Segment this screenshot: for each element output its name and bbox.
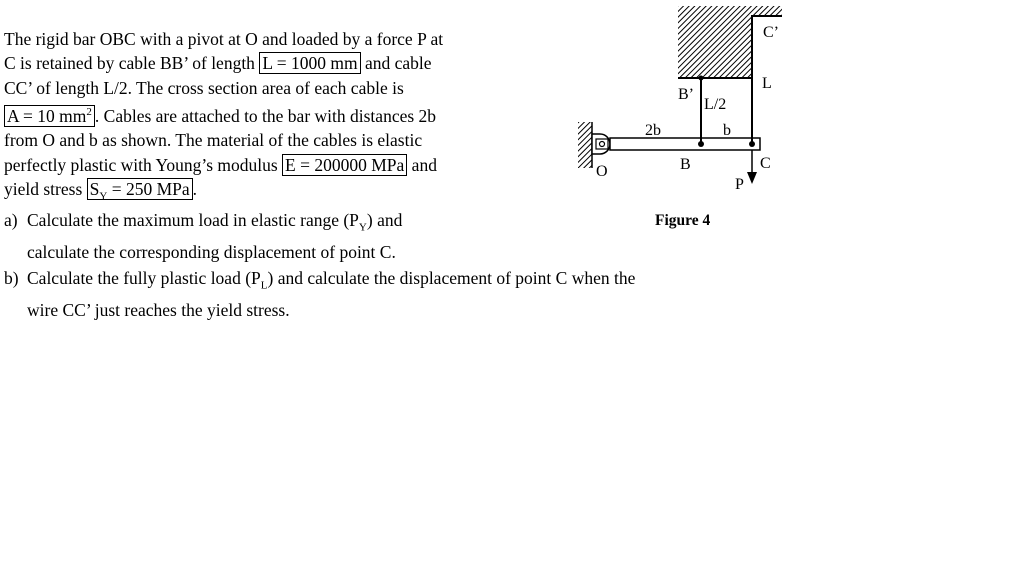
problem-line: The rigid bar OBC with a pivot at O and loaded by a force P at (4, 29, 444, 49)
joint-b (698, 141, 704, 147)
pivot-icon (592, 134, 610, 154)
problem-line: perfectly plastic with Young’s modulus E = 200000 MPa and (4, 154, 437, 175)
length-value-box: L = 1000 mm (259, 52, 360, 74)
label-o: O (596, 163, 608, 180)
label-c-point: C (760, 155, 771, 172)
problem-statement (4, 27, 536, 209)
problem-line: yield stress $S_Y = 250$ MPa . (4, 179, 198, 203)
question-a-label: a) (4, 210, 18, 230)
figure-caption: Figure 4 (655, 212, 711, 229)
figure-diagram (570, 0, 790, 200)
area-value-box: A = 10 $mm^2$ (4, 105, 95, 127)
label-b-prime: B’ (678, 86, 694, 103)
problem-line: C is retained by cable BB’ of length L = 1000 mm and cable (4, 53, 432, 74)
problem-line: CC’ of length L/2. The cross section area of each cable is (4, 77, 404, 98)
joint-b-prime (699, 76, 704, 81)
label-l: L (762, 75, 772, 92)
question-a: a) Calculate the maximum load in elastic range $(P_Y)$ and calculate the corresponding displacement of point C. (4, 210, 403, 262)
force-arrow (747, 150, 757, 184)
label-2b: 2b (645, 122, 661, 139)
problem-line: from O and b as shown. The material of the cables is elastic (4, 130, 423, 151)
question-b-label: b) (4, 268, 19, 288)
label-b-dist: b (723, 122, 731, 139)
label-c-prime: C’ (763, 24, 779, 41)
question-b: b) Calculate the fully plastic load $(P_L)$ and calculate the displacement of point C when the wire CC’ just reaches the yield stress. (4, 268, 636, 320)
modulus-value-box: E = 200000 MPa (282, 154, 407, 176)
pivot-wall (578, 122, 592, 168)
rigid-bar (610, 138, 760, 150)
label-p: P (735, 176, 744, 193)
problem-line: A = 10 $mm^2$ . Cables are attached to the bar with distances 2b (4, 100, 536, 128)
yield-stress-box: $S_Y = 250$ MPa (87, 178, 193, 200)
fixed-support-ceiling (678, 6, 782, 78)
label-l-half: L/2 (704, 96, 727, 113)
joint-c (749, 141, 755, 147)
label-b-point: B (680, 156, 691, 173)
